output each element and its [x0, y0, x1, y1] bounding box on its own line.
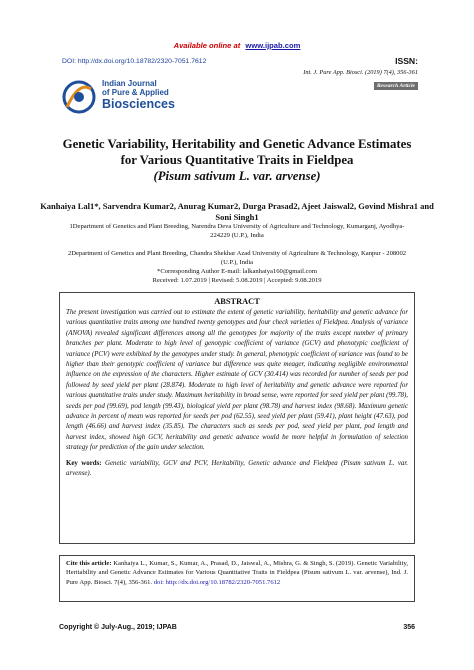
available-online-line [0, 41, 474, 50]
title-line-3: (Pisum sativum L. var. arvense) [153, 169, 321, 183]
keywords-text: Genetic variability, GCV and PCV, Heritability, Genetic advance and Fieldpea (Pisum sativum L. var. arvense). [66, 459, 408, 478]
article-dates: Received: 1.07.2019 | Revised: 5.08.2019 | Accepted: 9.08.2019 [152, 277, 322, 284]
citation-text: Kanhaiya L., Kumar, S., Kumar, A., Prasad, D., Jaiswal, A., Mishra, G. & Singh, S. (2019). Genetic Variability, Heritability and Genetic Advance Estimates for Various Quantitative Traits in Fieldpea (Pisum sativum L. var. arvense), Ind. J. Pure App. Biosci. 7(4), 356-361. [66, 560, 408, 586]
available-online-label: Available online at [173, 41, 241, 50]
affiliation-1: 1Department of Genetics and Plant Breeding, Narendra Deva University of Agriculture and Technology, Kumarganj, Ayodhya-224229 (U.P.), India [69, 223, 405, 239]
journal-logo-text [102, 79, 175, 111]
doi-header[interactable]: DOI: http://dx.doi.org/10.18782/2320-7051.7612 [62, 58, 207, 65]
abstract-box [59, 292, 415, 544]
title-line-1: Genetic Variability, Heritability and Genetic Advance Estimates [62, 137, 412, 151]
corresponding-author: *Corresponding Author E-mail: lalkanhaiya160@gmail.com [157, 268, 317, 275]
journal-site-link[interactable]: www.ijpab.com [245, 41, 301, 50]
citation-doi-label: doi: [153, 578, 165, 586]
paper-title [40, 136, 434, 184]
article-type-badge: Research Article [374, 82, 418, 90]
abstract-heading: ABSTRACT [214, 297, 260, 306]
keywords [66, 459, 408, 480]
issn-label: ISSN: [395, 56, 418, 66]
affiliation-2: 2Department of Genetics and Plant Breeding, Chandra Shekhar Azad University of Agriculture & Technology, Kanpur - 208002 (U.P.), India [67, 250, 407, 266]
keywords-label: Key words: [66, 459, 102, 467]
journal-logo [62, 73, 192, 121]
author-list: Kanhaiya Lal1*, Sarvendra Kumar2, Anurag Kumar2, Durga Prasad2, Ajeet Jaiswal2, Govind Mishra1 and Soni Singh1 [40, 201, 434, 222]
logo-line-3: Biosciences [102, 97, 175, 111]
citation-box [59, 555, 415, 602]
abstract-body: The present investigation was carried out to estimate the extent of genetic variability, heritability and genetic advance for various quantitative traits among one hundred twenty genotypes and four check varieties of Fieldpea. Analysis of variance (ANOVA) revealed significant differences among all the genotypes for majority of the traits except number of primary branches per plant. Moderate to high level of genotypic coefficient of variance (GCV) and phenotypic coefficient of variance (PCV) were exhibited by the genotypes under study. In general, phenotypic coefficient of variance was found to be higher than their genotypic coefficient of variance but difference was quite meager, indicating negligible environmental influence on the expression of the characters. Higher estimate of GCV (30.414) was recorded for number of seeds per pod followed by seed yield per plant (28.874). Moderate to high level of heritability and genetic advance were reported for various quantitative traits under study. Maximum heritability in broad sense, were reported for seed yield per plant (99.78), seeds per pod (99.69), pod length (99.43), biological yield per plant (98.78) and harvest index (98.68). Maximum genetic advance in percent of mean was reported for seeds per pod (62.55), seed yield per plant (59.41), plant height (47.63), pod length (46.66) and harvest index (35.85). The characters such as seeds per pod, seed yield per plant, pod length and harvest index, showed high GCV, heritability and genetic advance would be more helpful in formulation of selection strategy for prediction of the gain under selection. [66, 309, 408, 452]
journal-reference: Int. J. Pure App. Biosci. (2019) 7(4), 356-361 [303, 69, 418, 76]
journal-logo-icon [62, 77, 96, 117]
title-line-2: for Various Quantitative Traits in Fieldpea [120, 153, 354, 167]
citation-label: Cite this article: [66, 560, 112, 567]
logo-line-2: of Pure & Applied [102, 88, 169, 97]
page-number: 356 [403, 624, 415, 631]
citation-doi-link[interactable]: http://dx.doi.org/10.18782/2320-7051.7612 [165, 578, 281, 586]
footer-copyright: Copyright © July-Aug., 2019; IJPAB [59, 624, 177, 631]
logo-line-1: Indian Journal [102, 79, 157, 88]
